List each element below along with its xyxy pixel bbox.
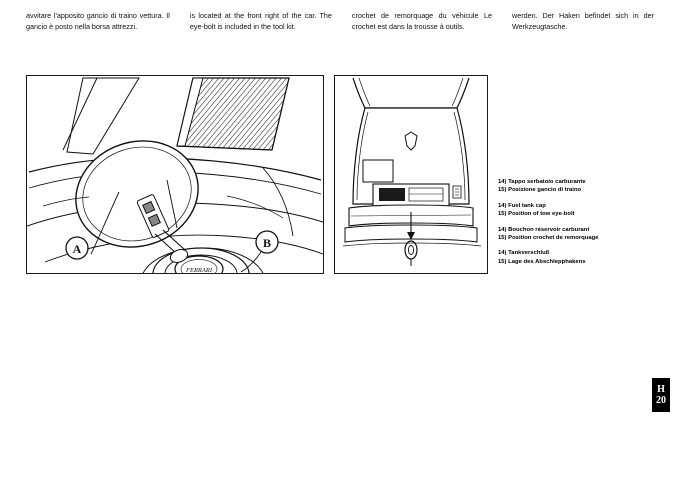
paragraph-italian: avvitare l'apposito gancio di traino vettura. Il gancio è posto nella borsa attrezzi. [26,11,170,32]
text-column-french [352,10,492,32]
caption-line: 14) Tankverschluß [498,250,550,257]
fuel-filler-illustration [27,76,323,273]
caption-group-german [498,249,673,266]
paragraph-german: werden. Der Haken befindet sich in der Werkzeugtasche. [512,11,654,32]
paragraph-french: crochet de remorquage du véhicule Le crochet est dans la trousse à outils. [351,11,492,32]
figure-fuel-filler [26,75,324,274]
page-number: 20 [656,395,666,406]
caption-line: 15) Position crochet de remorquage [498,234,599,241]
text-column-italian [26,10,170,32]
section-letter: H [657,383,665,395]
paragraph-english: is located at the front right of the car. The eye-bolt is included in the tool kit. [189,11,332,32]
caption-line: 15) Posizione gancio di traino [498,187,582,194]
callout-b-label: B [262,236,272,250]
figure-front-tow-eye [334,75,488,274]
caption-line: 14) Bouchon réservoir carburant [498,226,590,233]
figure-captions [498,178,673,273]
caption-line: 14) Tappo serbatoio carburante [498,179,586,185]
caption-line: 15) Lage des Abschlepphakens [498,258,586,265]
text-column-english [190,10,332,32]
caption-line: 14) Fuel tank cap [498,202,546,209]
caption-group-french [498,226,673,243]
front-view-illustration [335,76,487,273]
text-column-german [512,10,654,32]
caption-group-italian [498,178,673,195]
callout-a-label: A [72,242,82,256]
page-marker [652,378,670,412]
language-text-columns [26,10,654,32]
caption-group-english [498,202,673,219]
caption-line: 15) Position of tow eye-bolt [498,211,575,218]
fuel-cap-brand-text: FERRARI [186,267,212,273]
